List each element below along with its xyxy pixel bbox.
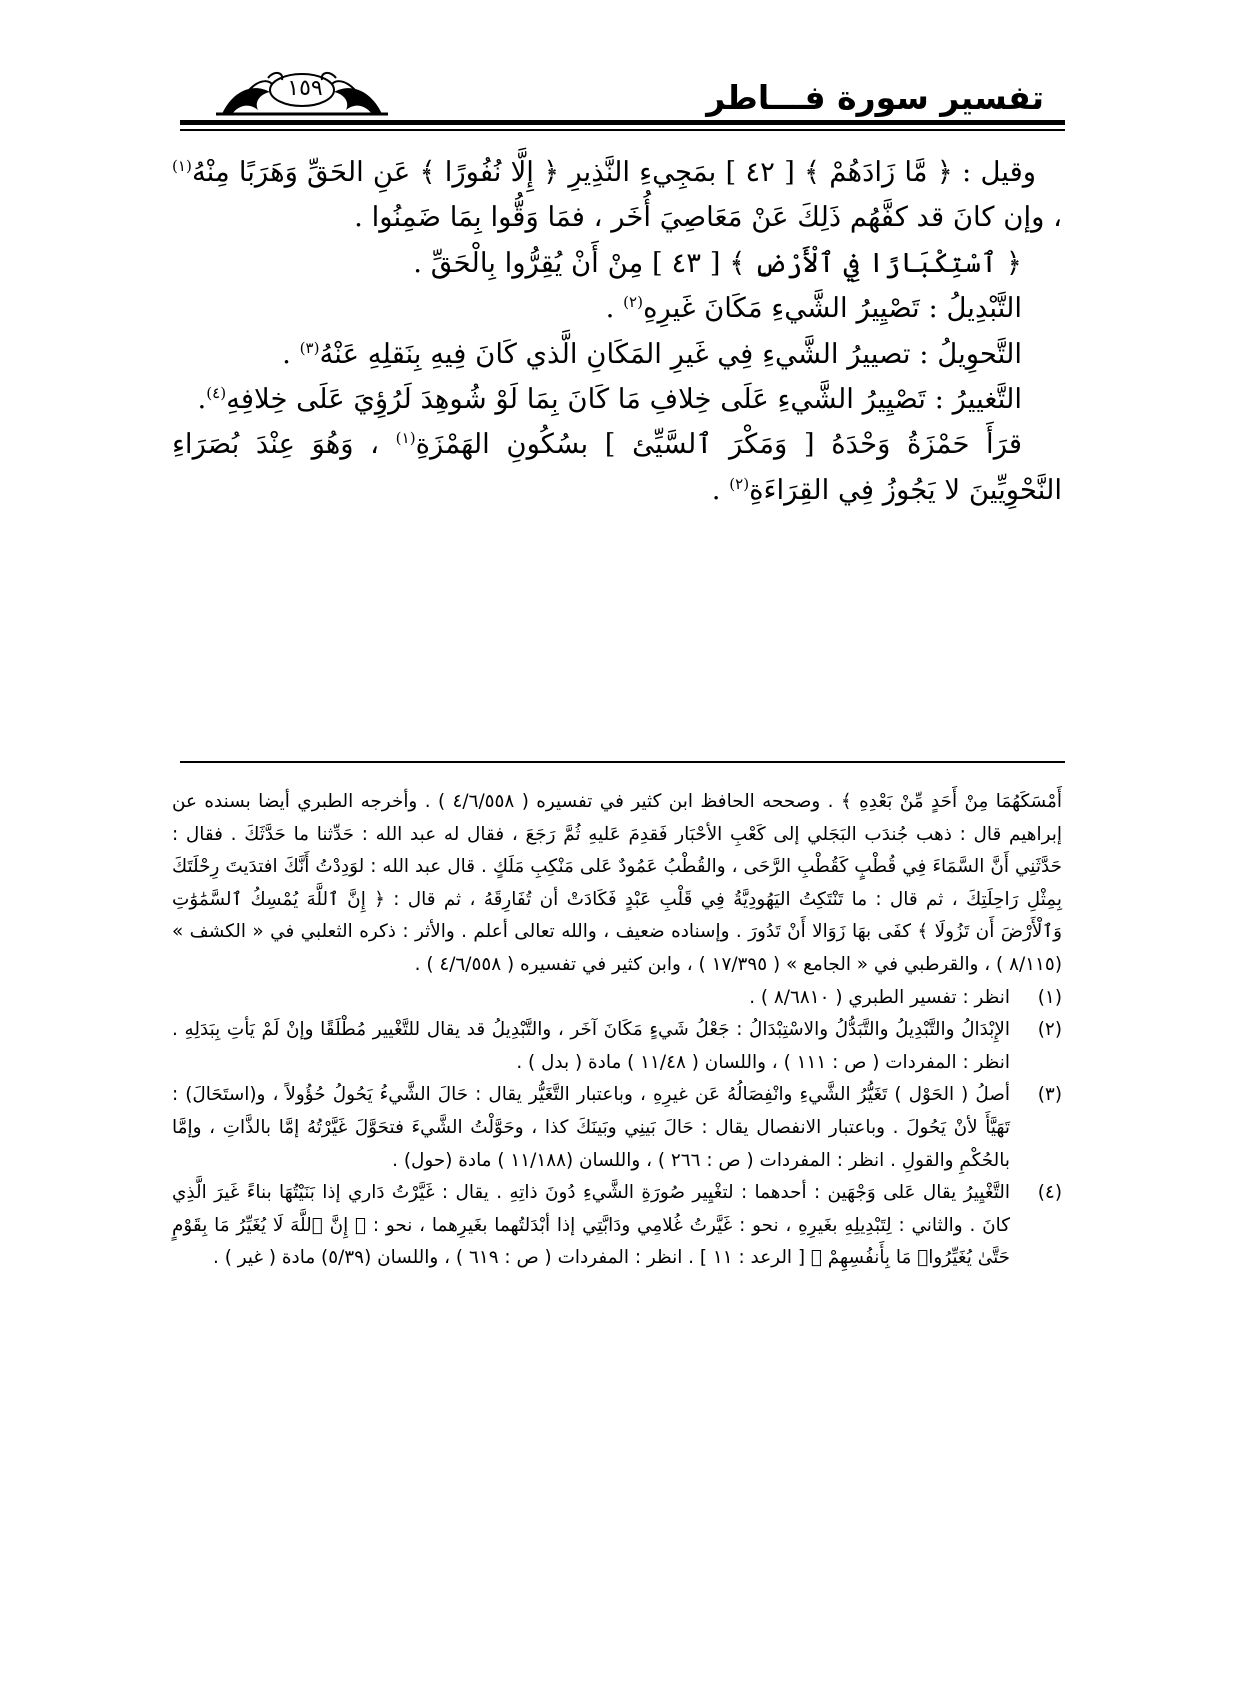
footnote-3: (٣) أصلُ ( الحَوْل ) تَغَيُّرُ الشَّيءِ وانْفِصَالُهُ عَن غيرِهِ ، وباعتبار التَّغَيُّر يقال : حَالَ الشَّيءُ يَحُولُ حُؤُولاً ، و(استَحَالَ) : تَهَيَّأَ لأنْ يَحُولَ . وباعتبار الانفصال يقال : حَالَ بَينِي وبَينَكَ كذا ، وحَوَّلْتُ الشَّيءَ فتحَوَّلَ غَيَّرْتُهُ إمَّا بالذَّاتِ ، وإمَّا بالحُكْمِ والقولِ . انظر : المفردات ( ص : ٢٦٦ ) ، واللسان (١١/١٨٨ ) مادة (حول) . — [172, 1079, 1062, 1177]
paragraph-4: التَّحوِيلُ : تصييرُ الشَّيءِ فِي غَيرِ المَكَانِ الَّذي كَانَ فِيهِ بِنَقلِهِ عَنْهُ$^{(٣)}$ . — [282, 337, 1022, 370]
footnote-number: (٢) — [1037, 1019, 1062, 1041]
footnote-number: (١) — [1037, 986, 1062, 1008]
footnote-separator — [180, 761, 1065, 763]
footnote-1: (١) انظر : تفسير الطبري ( ٨/٦٨١٠ ) . — [172, 982, 1062, 1015]
paragraph-2: ﴿ ٱسْتِكْبَارًا فِي ٱلْأَرْضِ ﴾ [ ٤٣ ] مِنْ أَنْ يُقِرُّوا بِالْحَقِّ . — [413, 246, 1022, 279]
footnote-number: (٣) — [1037, 1084, 1062, 1106]
paragraph-3: التَّبْدِيلُ : تَصْيِيرُ الشَّيءِ مَكَانَ غَيرِهِ$^{(٢)}$ . — [605, 292, 1022, 325]
header-rule-thick — [180, 120, 1065, 125]
main-text — [172, 150, 1062, 513]
header-rule-thin — [180, 129, 1065, 131]
paragraph-1: وقيل : ﴿ مَّا زَادَهُمْ ﴾ [ ٤٢ ] بمَجِيءِ النَّذِيرِ ﴿ إِلَّا نُفُورًا ﴾ عَنِ الحَقِّ وَهَرَبًا مِنْهُ$^{(١)}$ ، وإن كانَ قد كفَّهُم ذَلِكَ عَنْ مَعَاصِيَ أُخَر ، فمَا وَقُّوا بِمَا ضَمِنُوا . — [172, 156, 1062, 234]
paragraph-6: قرَأَ حَمْزَةُ وَحْدَهُ [ وَمَكْرَ ٱلسَّيِّئ ] بسُكُونِ الهَمْزَةِ$^{(١)}$ ، وَهُوَ عِنْدَ بُصَرَاءِ النَّحْوِيِّينَ لا يَجُوزُ فِي القِرَاءَةِ$^{(٢)}$ . — [172, 428, 1062, 506]
paragraph-5: التَّغييرُ : تَصْيِيرُ الشَّيءِ عَلَى خِلافِ مَا كَانَ بِمَا لَوْ شُوهِدَ لَرُؤِيَ عَلَى خِلافِهِ$^{(٤)}$. — [197, 383, 1022, 416]
footnotes — [172, 786, 1062, 1275]
footnote-2: (٢) الإِبْدَالُ والتَّبْدِيلُ والتَّبَدُّلُ والاسْتِبْدَالُ : جَعْلُ شَيءٍ مَكَانَ آخَر ، والتَّبْدِيلُ قد يقال للتَّغْيير مُطْلَقًا وإنْ لَمْ يَأتِ بِبَدَلِهِ . انظر : المفردات ( ص : ١١١ ) ، واللسان ( ١١/٤٨ ) مادة ( بدل ) . — [172, 1014, 1062, 1079]
footnote-number: (٤) — [1037, 1182, 1062, 1204]
running-head-title: تفسير سورة فـــاطر — [706, 78, 1044, 117]
footnote-4: (٤) التَّغْيِيرُ يقال عَلى وَجْهَين : أحدهما : لتغْيِير صُورَةِ الشَّيءِ دُونَ ذاتِهِ . يقال : غَيَّرْتُ دَاري إذا بَنَيْتُهَا بناءً غَيرَ الَّذِي كانَ . والثاني : لِتَبْدِيلِهِ بغَيرِهِ ، نحو : غَيَّرتُ غُلامِي ودَابَّتِي إذا أبْدَلتُهما بغَيرِهما ، نحو : ﴿ إِنَّ ٱللَّهَ لَا يُغَيِّرُ مَا بِقَوْمٍ حَتَّىٰ يُغَيِّرُوا۟ مَا بِأَنفُسِهِمْ ﴾ [ الرعد : ١١ ] . انظر : المفردات ( ص : ٦١٩ ) ، واللسان (٥/٣٩) مادة ( غير ) . — [172, 1177, 1062, 1275]
page-number: ١٥٩ — [287, 76, 323, 101]
footnote-continuation: أَمْسَكَهُمَا مِنْ أَحَدٍ مِّنْ بَعْدِهِ ﴾ . وصححه الحافظ ابن كثير في تفسيره ( ٤/٦/٥٥٨ ) . وأخرجه الطبري أيضا بسنده عن إبراهيم قال : ذهب جُندَب البَجَلي إلى كَعْبِ الأحْبَار فَقدِمَ عَليهِ ثُمَّ رَجَعَ ، فقال له عبد الله : حَدِّثنا ما حَدَّثَكَ . فقال : حَدَّثَنِي أَنَّ السَّمَاءَ فِي قُطْبٍ كَقُطْبِ الرَّحَى ، والقُطْبُ عَمُودٌ عَلى مَنْكِبِ مَلَكٍ . قال عبد الله : لوَدِدْتُ أَنَّكَ افتدَيتَ رِحْلَتَكَ بِمِثْلِ رَاحِلَتِكَ ، ثم قال : ما تَنْتَكِتُ اليَهُودِيَّةُ فِي قَلْبِ عَبْدٍ فَكَادَتْ أن تُفَارِقَهُ ، ثم قال : ﴿ إِنَّ ٱللَّهَ يُمْسِكُ ٱلسَّمَٰوَٰتِ وَٱلْأَرْضَ أَن تَزُولَا ﴾ كفَى بهَا زَوَالا أَنْ تَدُورَ . وإسناده ضعيف ، والله تعالى أعلم . والأثر : ذكره الثعلبي في « الكشف » (٨/١١٥ ) ، والقرطبي في « الجامع » ( ١٧/٣٩٥ ) ، وابن كثير في تفسيره ( ٤/٦/٥٥٨ ) . — [172, 791, 1062, 975]
